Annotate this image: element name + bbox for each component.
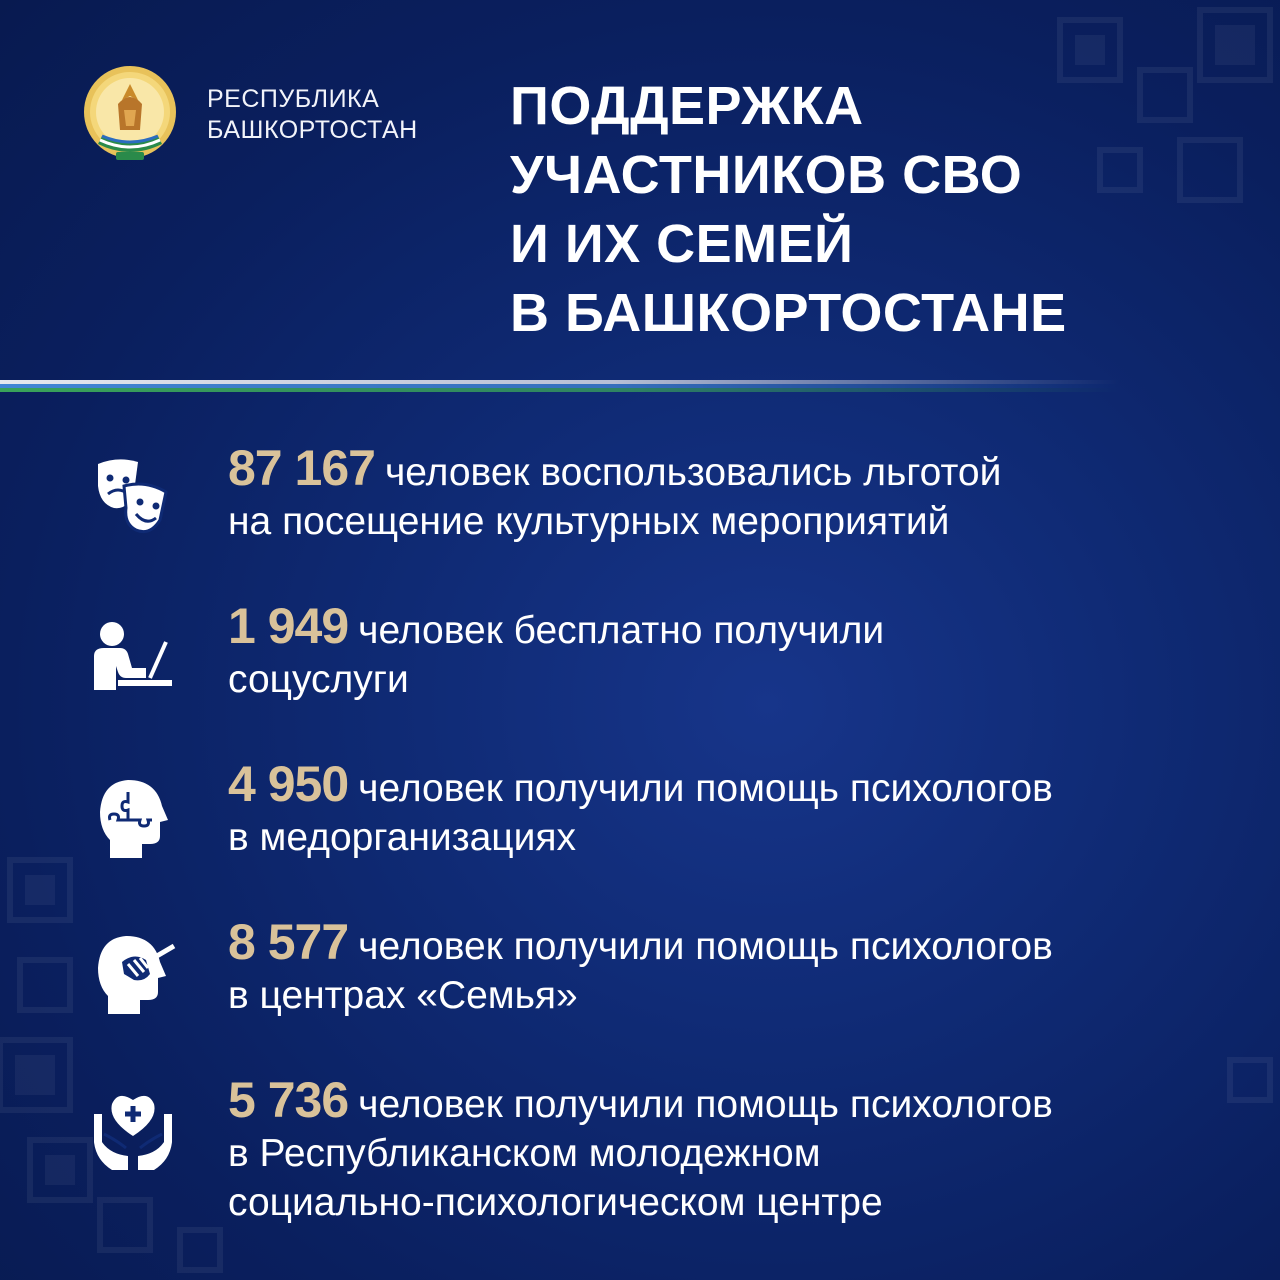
- stat-line-2: на посещение культурных мероприятий: [228, 500, 950, 543]
- stat-line-1: человек бесплатно получили: [358, 609, 885, 652]
- stat-text: [228, 598, 1258, 704]
- head-puzzle-icon: [88, 774, 178, 864]
- title-line-1: ПОДДЕРЖКА: [510, 76, 864, 136]
- person-laptop-icon: [88, 616, 178, 706]
- title-line-2: УЧАСТНИКОВ СВО: [510, 145, 1023, 205]
- stat-number: 4 950: [228, 756, 349, 812]
- stat-line-1: человек получили помощь психологов: [358, 1083, 1053, 1126]
- stat-number: 87 167: [228, 440, 375, 496]
- stat-line-2: в медорганизациях: [228, 816, 577, 859]
- stat-text: [228, 914, 1258, 1020]
- stat-line-1: человек получили помощь психологов: [358, 925, 1053, 968]
- stat-text: [228, 440, 1258, 546]
- theater-masks-icon: [88, 450, 178, 540]
- stat-number: 1 949: [228, 598, 349, 654]
- title-line-4: В БАШКОРТОСТАНЕ: [510, 283, 1067, 343]
- brand-line-1: РЕСПУБЛИКА: [207, 85, 380, 113]
- head-hand-icon: [88, 930, 178, 1020]
- stat-text: [228, 756, 1258, 862]
- stat-line-2: в Республиканском молодежном: [228, 1132, 821, 1175]
- stat-text: [228, 1072, 1258, 1227]
- stat-line-1: человек получили помощь психологов: [358, 767, 1053, 810]
- page-title: [510, 72, 1210, 348]
- flag-divider: [0, 380, 1120, 394]
- stat-line-3: социально-психологическом центре: [228, 1181, 883, 1224]
- brand-line-2: БАШКОРТОСТАН: [207, 116, 418, 144]
- stat-line-2: соцуслуги: [228, 658, 409, 701]
- brand-name: [207, 84, 418, 146]
- stat-number: 8 577: [228, 914, 349, 970]
- divider-green-stripe: [0, 388, 1120, 392]
- stat-line-1: человек воспользовались льготой: [384, 451, 1002, 494]
- stat-number: 5 736: [228, 1072, 349, 1128]
- bashkortostan-emblem-icon: [80, 64, 180, 168]
- title-line-3: И ИХ СЕМЕЙ: [510, 214, 854, 274]
- stat-line-2: в центрах «Семья»: [228, 974, 578, 1017]
- hands-heart-icon: [88, 1084, 178, 1174]
